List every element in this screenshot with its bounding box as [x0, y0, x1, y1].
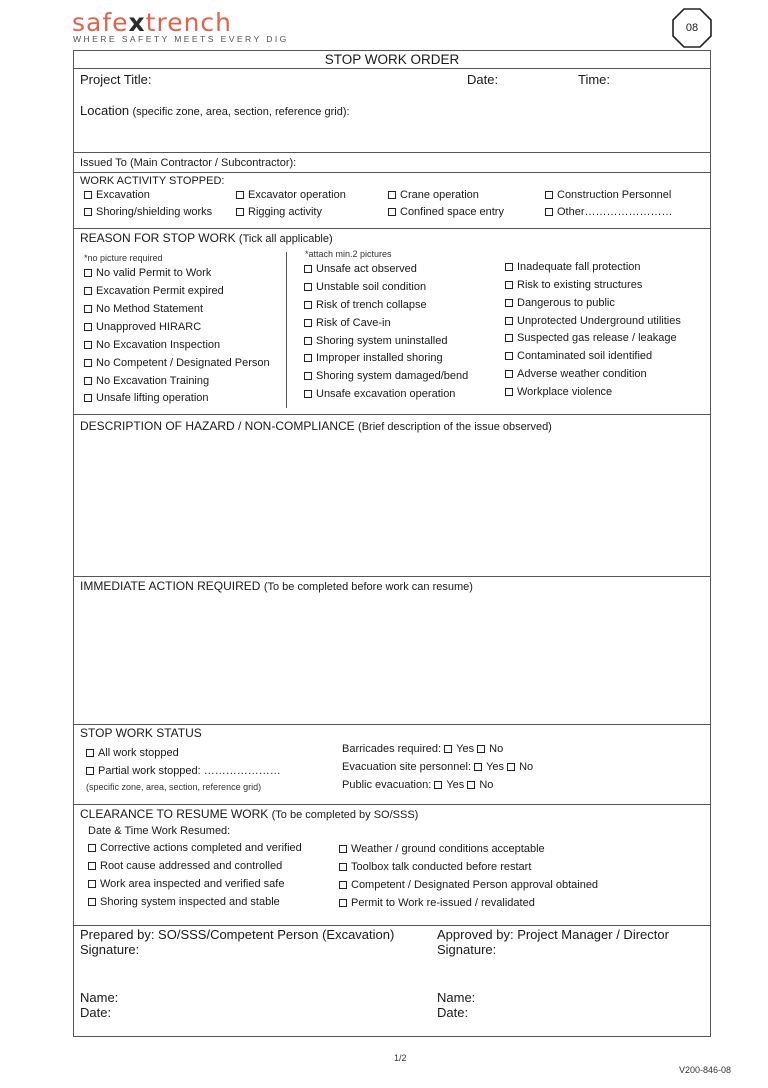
partial-work-hint: (specific zone, area, section, reference grid): [86, 782, 262, 792]
checkbox-icon[interactable]: [304, 354, 312, 362]
reason-checkbox[interactable]: Contaminated soil identified: [505, 350, 652, 363]
checkbox-icon[interactable]: [304, 265, 312, 273]
evacuation-site-row: [342, 761, 533, 774]
evacuation-site-no[interactable]: No: [507, 761, 533, 773]
prepared-signature-label: Signature:: [80, 942, 140, 957]
approved-by-label: Approved by: Project Manager / Director: [437, 927, 669, 942]
reason-checkbox[interactable]: Risk of Cave-in: [304, 317, 391, 330]
reason-checkbox[interactable]: No Method Statement: [84, 303, 203, 316]
clearance-checkbox[interactable]: Toolbox talk conducted before restart: [339, 861, 531, 874]
barricades-yes[interactable]: Yes: [444, 743, 474, 755]
reason-checkbox[interactable]: Shoring system uninstalled: [304, 335, 447, 348]
checkbox-item[interactable]: Construction Personnel: [545, 189, 671, 202]
clearance-checkbox[interactable]: Competent / Designated Person approval obtained: [339, 879, 598, 892]
checkbox-icon[interactable]: [545, 208, 553, 216]
column-divider: [286, 252, 287, 408]
checkbox-icon[interactable]: [339, 863, 347, 871]
logo-text-safe: safe: [72, 8, 129, 37]
checkbox-icon[interactable]: [84, 323, 92, 331]
description-area[interactable]: [78, 436, 706, 570]
status-heading: STOP WORK STATUS: [80, 726, 202, 740]
description-heading-text: DESCRIPTION OF HAZARD / NON-COMPLIANCE: [80, 419, 355, 433]
reason-checkbox[interactable]: Unstable soil condition: [304, 281, 426, 294]
reason-heading-hint: (Tick all applicable): [238, 233, 333, 245]
checkbox-icon[interactable]: [304, 319, 312, 327]
reason-heading: [80, 231, 333, 246]
divider: [73, 804, 711, 805]
brand-logo: [72, 10, 232, 36]
reason-checkbox[interactable]: No valid Permit to Work: [84, 267, 211, 280]
checkbox-item[interactable]: Shoring/shielding works: [84, 206, 212, 219]
checkbox-item[interactable]: Crane operation: [388, 189, 479, 202]
reason-checkbox[interactable]: Unsafe act observed: [304, 263, 417, 276]
date-label: Date:: [467, 72, 499, 87]
reason-checkbox[interactable]: Unsafe lifting operation: [84, 392, 209, 405]
partial-work-stopped-checkbox[interactable]: Partial work stopped: …………………: [86, 765, 281, 778]
document-code: V200-846-08: [679, 1065, 732, 1075]
checkbox-item[interactable]: Excavator operation: [236, 189, 346, 202]
immediate-action-hint: (To be completed before work can resume): [263, 581, 473, 593]
immediate-action-area[interactable]: [78, 596, 706, 718]
evacuation-site-label: Evacuation site personnel:: [342, 761, 472, 773]
reason-checkbox[interactable]: Dangerous to public: [505, 297, 615, 310]
work-activity-heading: WORK ACTIVITY STOPPED:: [80, 175, 225, 187]
checkbox-icon[interactable]: [304, 301, 312, 309]
checkbox-icon[interactable]: [388, 208, 396, 216]
project-title-label: Project Title:: [80, 72, 152, 87]
description-heading: [80, 419, 552, 434]
reason-checkbox[interactable]: Unsafe excavation operation: [304, 388, 455, 401]
reason-checkbox[interactable]: No Excavation Training: [84, 375, 209, 388]
divider: [73, 576, 711, 577]
divider: [73, 925, 711, 926]
divider: [73, 68, 711, 69]
all-work-stopped-checkbox[interactable]: All work stopped: [86, 747, 179, 760]
checkbox-icon[interactable]: [86, 749, 94, 757]
checkbox-icon[interactable]: [505, 388, 513, 396]
prepared-date-label: Date:: [80, 1005, 112, 1020]
checkbox-icon[interactable]: [545, 191, 553, 199]
barricades-label: Barricades required:: [342, 743, 442, 755]
date-time-resumed-label: Date & Time Work Resumed:: [88, 825, 231, 837]
checkbox-icon[interactable]: [304, 337, 312, 345]
reason-checkbox[interactable]: Unprotected Underground utilities: [505, 315, 681, 328]
approved-name-label: Name:: [437, 990, 476, 1005]
checkbox-item[interactable]: Rigging activity: [236, 206, 322, 219]
checkbox-icon[interactable]: [505, 317, 513, 325]
checkbox-icon[interactable]: [444, 745, 452, 753]
reason-checkbox[interactable]: Excavation Permit expired: [84, 285, 224, 298]
checkbox-icon[interactable]: [88, 880, 96, 888]
checkbox-icon[interactable]: [434, 781, 442, 789]
checkbox-icon[interactable]: [505, 281, 513, 289]
checkbox-icon[interactable]: [86, 767, 94, 775]
immediate-action-heading-text: IMMEDIATE ACTION REQUIRED: [80, 579, 261, 593]
checkbox-icon[interactable]: [84, 269, 92, 277]
reason-checkbox[interactable]: Suspected gas release / leakage: [505, 332, 677, 345]
checkbox-icon[interactable]: [505, 334, 513, 342]
checkbox-icon[interactable]: [84, 191, 92, 199]
no-picture-note: *no picture required: [84, 253, 163, 263]
checkbox-item[interactable]: Confined space entry: [388, 206, 504, 219]
attach-pictures-note: *attach min.2 pictures: [305, 249, 392, 259]
reason-checkbox[interactable]: Unapproved HIRARC: [84, 321, 201, 334]
clearance-checkbox[interactable]: Corrective actions completed and verified: [88, 842, 302, 855]
checkbox-icon[interactable]: [84, 305, 92, 313]
evacuation-site-yes[interactable]: Yes: [474, 761, 504, 773]
checkbox-icon[interactable]: [236, 191, 244, 199]
location-label: Location: [80, 103, 130, 118]
page-badge-number: 08: [685, 22, 699, 34]
reason-heading-text: REASON FOR STOP WORK: [80, 231, 236, 245]
description-hint: (Brief description of the issue observed): [358, 421, 552, 433]
checkbox-icon[interactable]: [84, 287, 92, 295]
location-field: [80, 103, 350, 119]
checkbox-icon[interactable]: [339, 845, 347, 853]
reason-checkbox[interactable]: Improper installed shoring: [304, 352, 443, 365]
barricades-row: [342, 743, 503, 756]
clearance-hint: (To be completed by SO/SSS): [271, 809, 419, 821]
checkbox-item[interactable]: Excavation: [84, 189, 150, 202]
checkbox-icon[interactable]: [88, 898, 96, 906]
clearance-heading-text: CLEARANCE TO RESUME WORK: [80, 807, 269, 821]
clearance-checkbox[interactable]: Root cause addressed and controlled: [88, 860, 282, 873]
prepared-name-label: Name:: [80, 990, 119, 1005]
time-label: Time:: [578, 72, 611, 87]
checkbox-item[interactable]: Other……………………: [545, 206, 673, 219]
reason-checkbox[interactable]: Risk of trench collapse: [304, 299, 427, 312]
issued-to-label: Issued To (Main Contractor / Subcontractor):: [80, 157, 297, 169]
checkbox-icon[interactable]: [474, 763, 482, 771]
checkbox-icon[interactable]: [477, 745, 485, 753]
logo-text-trench: trench: [145, 8, 233, 37]
checkbox-icon[interactable]: [84, 359, 92, 367]
reason-checkbox[interactable]: Inadequate fall protection: [505, 261, 641, 274]
checkbox-icon[interactable]: [236, 208, 244, 216]
logo-x-mark: x: [128, 8, 146, 37]
divider: [73, 414, 711, 415]
checkbox-icon[interactable]: [84, 341, 92, 349]
approved-signature-label: Signature:: [437, 942, 497, 957]
public-evacuation-yes[interactable]: Yes: [434, 779, 464, 791]
checkbox-icon[interactable]: [88, 844, 96, 852]
immediate-action-heading: [80, 579, 473, 594]
clearance-checkbox[interactable]: Weather / ground conditions acceptable: [339, 843, 545, 856]
form-title: STOP WORK ORDER: [324, 52, 460, 67]
checkbox-icon[interactable]: [304, 372, 312, 380]
location-hint: (specific zone, area, section, reference grid):: [132, 106, 350, 118]
checkbox-icon[interactable]: [505, 352, 513, 360]
reason-checkbox[interactable]: Risk to existing structures: [505, 279, 642, 292]
checkbox-icon[interactable]: [467, 781, 475, 789]
approved-date-label: Date:: [437, 1005, 469, 1020]
reason-checkbox[interactable]: Shoring system damaged/bend: [304, 370, 468, 383]
brand-tagline: WHERE SAFETY MEETS EVERY DIG: [73, 34, 289, 44]
checkbox-icon[interactable]: [304, 390, 312, 398]
divider: [73, 724, 711, 725]
checkbox-icon[interactable]: [84, 394, 92, 402]
clearance-checkbox[interactable]: Shoring system inspected and stable: [88, 896, 280, 909]
checkbox-icon[interactable]: [507, 763, 515, 771]
reason-checkbox[interactable]: No Excavation Inspection: [84, 339, 220, 352]
checkbox-icon[interactable]: [88, 862, 96, 870]
checkbox-icon[interactable]: [505, 263, 513, 271]
checkbox-icon[interactable]: [505, 299, 513, 307]
barricades-no[interactable]: No: [477, 743, 503, 755]
checkbox-icon[interactable]: [339, 881, 347, 889]
checkbox-icon[interactable]: [388, 191, 396, 199]
reason-checkbox[interactable]: Workplace violence: [505, 386, 612, 399]
divider: [73, 228, 711, 229]
page-number: 1/2: [394, 1053, 407, 1063]
prepared-by-label: Prepared by: SO/SSS/Competent Person (Excavation): [80, 927, 395, 942]
checkbox-icon[interactable]: [84, 208, 92, 216]
reason-checkbox[interactable]: Adverse weather condition: [505, 368, 647, 381]
clearance-heading: [80, 807, 418, 822]
clearance-checkbox[interactable]: Work area inspected and verified safe: [88, 878, 284, 891]
public-evacuation-row: [342, 779, 493, 792]
divider: [73, 152, 711, 153]
checkbox-icon[interactable]: [505, 370, 513, 378]
clearance-checkbox[interactable]: Permit to Work re-issued / revalidated: [339, 897, 535, 910]
checkbox-icon[interactable]: [339, 899, 347, 907]
checkbox-icon[interactable]: [84, 377, 92, 385]
public-evacuation-no[interactable]: No: [467, 779, 493, 791]
public-evacuation-label: Public evacuation:: [342, 779, 432, 791]
checkbox-icon[interactable]: [304, 283, 312, 291]
divider: [73, 172, 711, 173]
reason-checkbox[interactable]: No Competent / Designated Person: [84, 357, 270, 370]
